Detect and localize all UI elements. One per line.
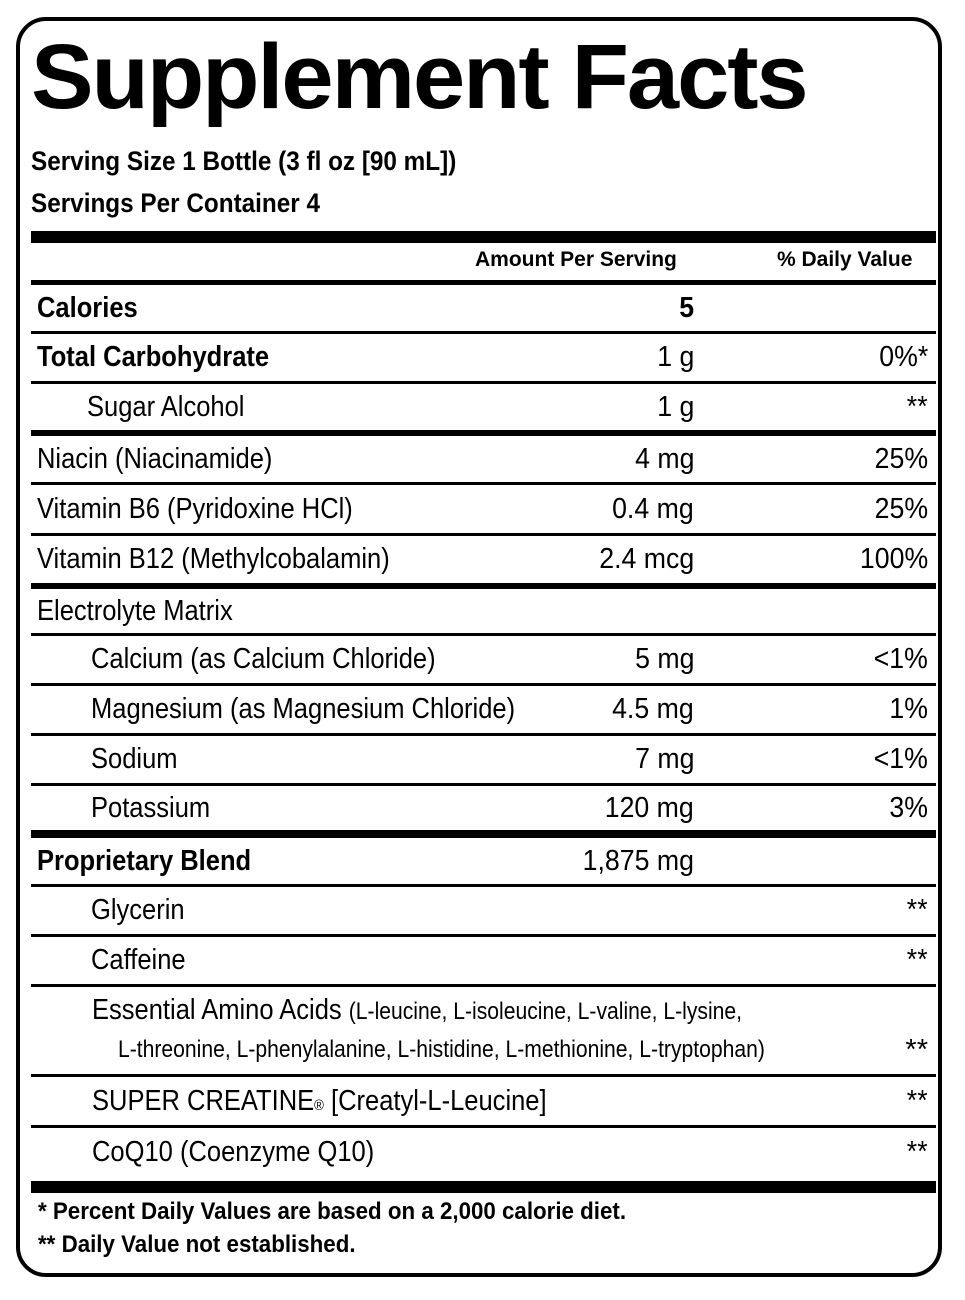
daily-value: 1% (889, 693, 928, 725)
daily-value: 100% (859, 543, 928, 575)
amount-value: 1,875 mg (582, 844, 694, 877)
daily-value: 25% (874, 442, 928, 475)
row-total-carbohydrate (31, 334, 936, 381)
amino-daily-value: ** (905, 1034, 928, 1066)
footnote-percent-daily-value: * Percent Daily Values are based on a 2,000 calorie diet. (38, 1198, 627, 1225)
footnote-daily-value-not-established: ** Daily Value not established. (38, 1231, 356, 1258)
row-sodium (31, 736, 936, 783)
nutrient-name: Proprietary Blend (37, 844, 252, 877)
row-niacin (31, 436, 936, 482)
amount-value: 2.4 mcg (599, 543, 694, 575)
daily-value: <1% (873, 643, 928, 675)
nutrient-name: Vitamin B6 (Pyridoxine HCl) (37, 492, 353, 525)
row-vitamin-b12 (31, 536, 936, 583)
thick-rule-top (31, 231, 936, 243)
super-creatine-brand: SUPER CREATINE (92, 1084, 315, 1117)
amount-value: 5 (679, 291, 694, 324)
row-calcium (31, 636, 936, 683)
daily-value: ** (907, 390, 928, 423)
servings-per-container: Servings Per Container 4 (31, 188, 321, 218)
essential-amino-acids-line1 (92, 994, 742, 1027)
row-divider (31, 984, 936, 987)
amount-per-serving-header: Amount Per Serving (475, 248, 677, 271)
nutrient-name: CoQ10 (Coenzyme Q10) (92, 1135, 375, 1168)
super-creatine-detail: [Creatyl-L-Leucine] (330, 1084, 547, 1117)
row-magnesium (31, 686, 936, 733)
nutrient-name: Caffeine (91, 944, 186, 976)
row-coq10 (31, 1128, 936, 1176)
amount-value: 7 mg (634, 743, 694, 775)
nutrient-name: Calories (37, 291, 138, 324)
amino-detail-line2: L-threonine, L-phenylalanine, L-histidine, L-methionine, L-tryptophan) (118, 1036, 765, 1063)
row-electrolyte-matrix (31, 589, 936, 633)
daily-value: 3% (889, 791, 928, 824)
serving-size: Serving Size 1 Bottle (3 fl oz [90 mL]) (31, 146, 457, 176)
nutrient-name: Glycerin (91, 894, 185, 926)
daily-value: ** (907, 1084, 928, 1117)
nutrient-name: Total Carbohydrate (37, 341, 270, 373)
label-title: Supplement Facts (31, 26, 807, 128)
daily-value: ** (907, 1135, 928, 1168)
amount-value: 4 mg (634, 442, 694, 475)
row-sugar-alcohol (31, 384, 936, 430)
section-rule-thick (31, 830, 936, 838)
nutrient-name: Magnesium (as Magnesium Chloride) (91, 693, 516, 725)
amount-value: 4.5 mg (612, 693, 694, 725)
row-vitamin-b6 (31, 485, 936, 533)
nutrient-name: Sodium (91, 743, 178, 775)
row-glycerin (31, 887, 936, 934)
row-potassium (31, 786, 936, 830)
nutrient-name: Niacin (Niacinamide) (37, 442, 273, 475)
nutrient-name: Vitamin B12 (Methylcobalamin) (37, 543, 390, 575)
nutrient-name: Potassium (91, 791, 211, 824)
amount-value: 0.4 mg (612, 492, 694, 525)
amount-value: 120 mg (605, 791, 694, 824)
nutrient-name: Calcium (as Calcium Chloride) (91, 643, 436, 675)
row-caffeine (31, 937, 936, 984)
daily-value: <1% (873, 743, 928, 775)
daily-value: ** (907, 944, 928, 976)
super-creatine-name (92, 1077, 547, 1125)
daily-value: 0%* (879, 341, 928, 373)
amount-value: 1 g (656, 341, 694, 373)
row-super-creatine (31, 1077, 936, 1125)
amount-value: 1 g (656, 390, 694, 423)
nutrient-name: Electrolyte Matrix (37, 594, 233, 627)
row-calories (31, 285, 936, 331)
amount-value: 5 mg (634, 643, 694, 675)
registered-mark: ® (314, 1096, 324, 1114)
daily-value: ** (907, 894, 928, 926)
amino-name: Essential Amino Acids (92, 994, 342, 1026)
daily-value-header: % Daily Value (777, 248, 913, 271)
thick-rule-bottom (31, 1181, 936, 1193)
amino-detail-line1: (L-leucine, L-isoleucine, L-valine, L-lysine, (348, 998, 743, 1025)
nutrient-name: Sugar Alcohol (87, 390, 245, 423)
daily-value: 25% (874, 492, 928, 525)
row-proprietary-blend (31, 838, 936, 884)
